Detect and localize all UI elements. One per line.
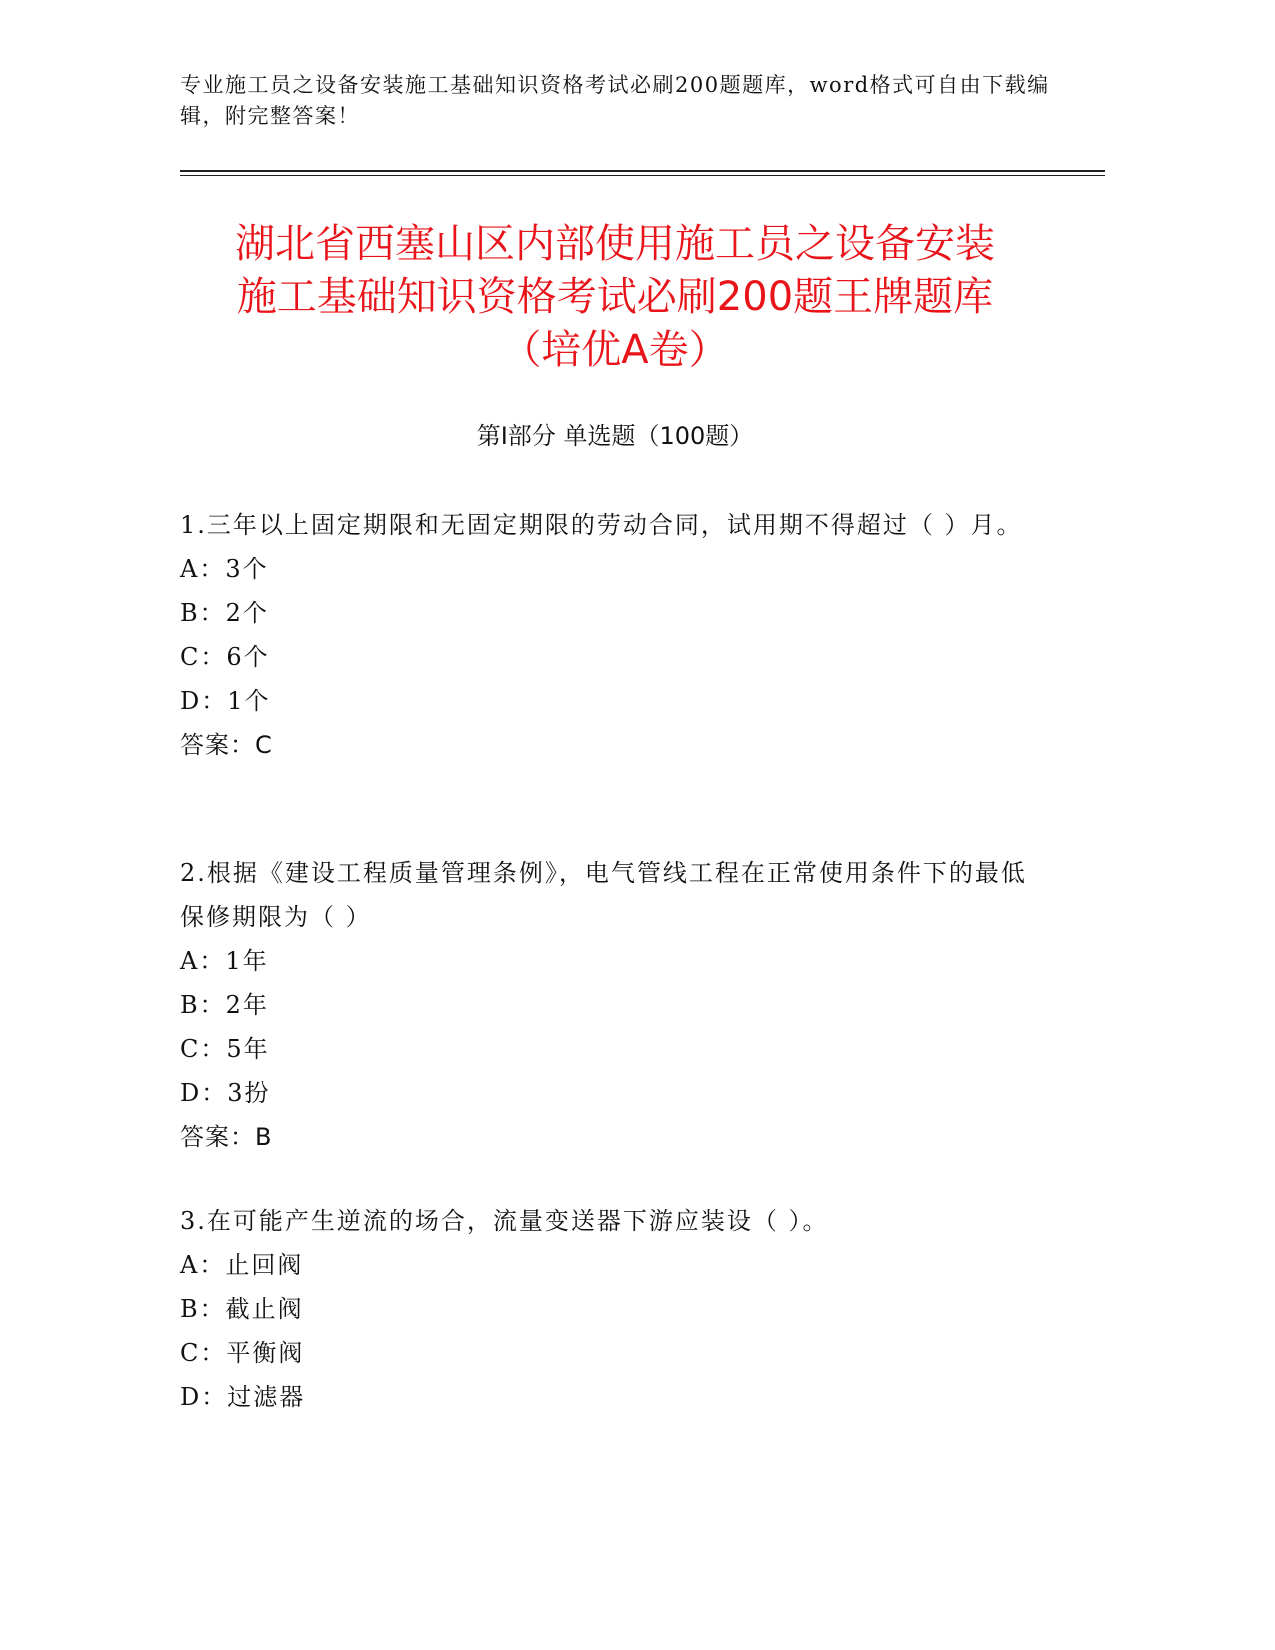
title-line-2: 施工基础知识资格考试必刷200题王牌题库 xyxy=(236,274,994,320)
option-a: A：止回阀 xyxy=(180,1251,304,1279)
option-d: D：1个 xyxy=(180,687,271,715)
option-d: D：3扮 xyxy=(180,1079,271,1107)
option-c: C：6个 xyxy=(180,643,270,671)
option-a: A：1年 xyxy=(180,947,269,975)
title-line-3: （培优A卷） xyxy=(501,327,729,373)
question-stem: 3.在可能产生逆流的场合，流量变送器下游应装设（ ）。 xyxy=(180,1207,829,1235)
option-b: B：2年 xyxy=(180,991,269,1019)
header-divider-thin xyxy=(180,175,1105,176)
answer: 答案：B xyxy=(180,1123,273,1151)
section-heading: 第Ⅰ部分 单选题（100题） xyxy=(476,422,754,450)
question-stem: 1.三年以上固定期限和无固定期限的劳动合同，试用期不得超过（ ）月。 xyxy=(180,511,1023,539)
option-c: C：5年 xyxy=(180,1035,270,1063)
question-1 xyxy=(180,503,1050,767)
question-stem: 2.根据《建设工程质量管理条例》，电气管线工程在正常使用条件下的最低保修期限为（ ） xyxy=(180,859,1027,931)
document-title xyxy=(180,218,1050,377)
option-b: B：截止阀 xyxy=(180,1295,304,1323)
option-c: C：平衡阀 xyxy=(180,1339,305,1367)
header-note: 专业施工员之设备安装施工基础知识资格考试必刷200题题库，word格式可自由下载编辑，附完整答案！ xyxy=(180,73,1050,128)
option-a: A：3个 xyxy=(180,555,269,583)
question-2 xyxy=(180,851,1050,1159)
answer: 答案：C xyxy=(180,731,273,759)
option-b: B：2个 xyxy=(180,599,269,627)
option-d: D：过滤器 xyxy=(180,1383,306,1411)
question-3 xyxy=(180,1199,1050,1419)
header-divider-thick xyxy=(180,170,1105,172)
title-line-1: 湖北省西塞山区内部使用施工员之设备安装 xyxy=(235,221,995,267)
